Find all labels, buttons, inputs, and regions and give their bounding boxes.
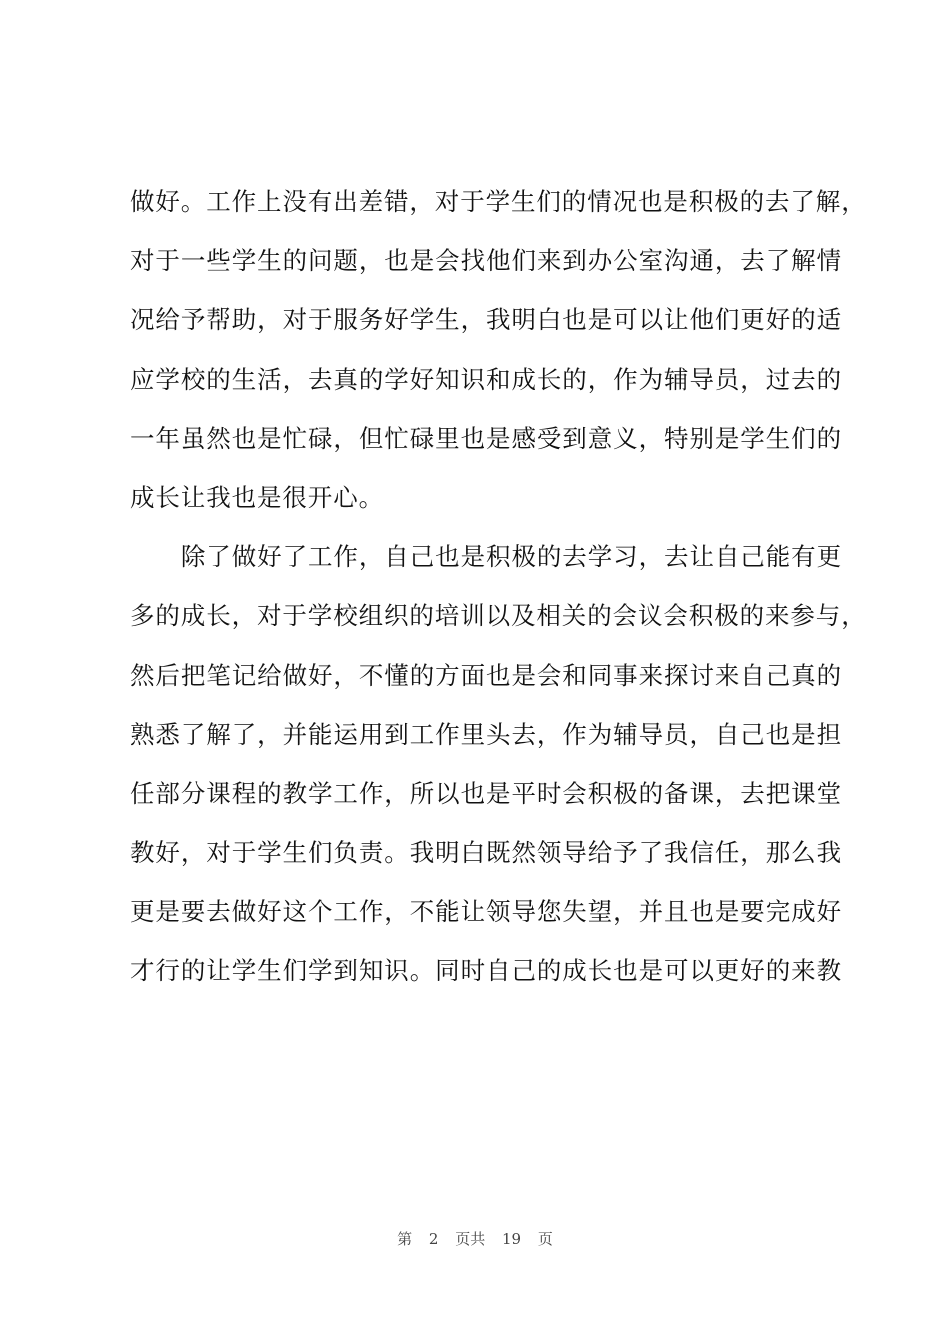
text-line: 任部分课程的教学工作，所以也是平时会积极的备课，去把课堂 <box>130 778 842 808</box>
text-line: 然后把笔记给做好，不懂的方面也是会和同事来探讨来自己真的 <box>130 660 842 690</box>
text-line: 对于一些学生的问题，也是会找他们来到办公室沟通，去了解情 <box>130 246 842 276</box>
page-footer <box>0 1228 950 1249</box>
text-line: 应学校的生活，去真的学好知识和成长的，作为辅导员，过去的 <box>130 364 842 394</box>
body-text <box>130 172 867 1001</box>
text-line: 更是要去做好这个工作，不能让领导您失望，并且也是要完成好 <box>130 897 842 927</box>
text-line: 熟悉了解了，并能运用到工作里头去，作为辅导员，自己也是担 <box>130 719 842 749</box>
text-line: 成长让我也是很开心。 <box>130 482 384 512</box>
text-line: 一年虽然也是忙碌，但忙碌里也是感受到意义，特别是学生们的 <box>130 423 842 453</box>
footer-suffix: 页 <box>537 1230 553 1248</box>
text-line: 做好。工作上没有出差错，对于学生们的情况也是积极的去了解， <box>130 187 867 216</box>
text-line: 除了做好了工作，自己也是积极的去学习，去让自己能有更 <box>130 542 842 572</box>
footer-total-pages: 19 <box>502 1230 522 1248</box>
text-line: 况给予帮助，对于服务好学生，我明白也是可以让他们更好的适 <box>130 305 842 335</box>
text-line: 教好，对于学生们负责。我明白既然领导给予了我信任，那么我 <box>130 838 842 868</box>
text-line: 才行的让学生们学到知识。同时自己的成长也是可以更好的来教 <box>130 956 842 986</box>
footer-prefix: 第 <box>397 1230 413 1248</box>
text-line: 多的成长，对于学校组织的培训以及相关的会议会积极的来参与， <box>130 601 867 631</box>
footer-current-page: 2 <box>428 1230 439 1248</box>
footer-middle: 页共 <box>455 1230 486 1248</box>
